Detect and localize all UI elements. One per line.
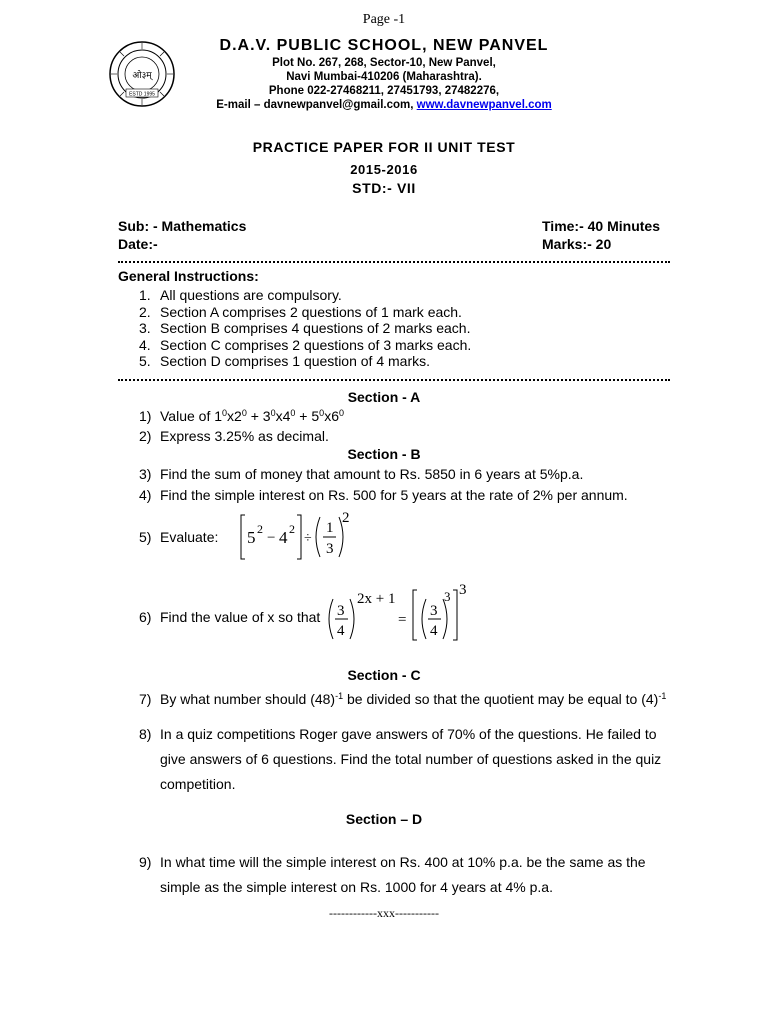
svg-text:3: 3: [430, 603, 438, 619]
svg-text:5: 5: [247, 528, 256, 547]
svg-text:1: 1: [326, 520, 334, 536]
question-5-expression: [236, 508, 366, 562]
instruction-item: 4. Section C comprises 2 questions of 3 marks each.: [139, 337, 472, 353]
dotted-divider: [118, 379, 670, 384]
svg-text:ओ३म्: ओ३म्: [132, 71, 152, 81]
school-website-link[interactable]: www.davnewpanvel.com: [416, 99, 552, 111]
school-name: D.A.V. PUBLIC SCHOOL, NEW PANVEL: [219, 37, 549, 54]
paper-std: STD:- VII: [352, 180, 416, 196]
school-phone: Phone 022-27468211, 27451793, 27482276,: [268, 85, 500, 97]
section-a-heading: Section - A: [347, 389, 421, 405]
svg-text:=: =: [398, 612, 407, 628]
svg-text:4: 4: [279, 528, 288, 547]
question-8-line-3: competition.: [160, 776, 236, 792]
question-4: 4) Find the simple interest on Rs. 500 for 5 years at the rate of 2% per annum.: [139, 487, 628, 503]
svg-text:2: 2: [257, 522, 263, 536]
paper-title: PRACTICE PAPER FOR II UNIT TEST: [252, 139, 516, 155]
school-address-1: Plot No. 267, 268, Sector-10, New Panvel,: [272, 57, 496, 69]
question-9-line-2: simple as the simple interest on Rs. 1000 for 4 years at 4% p.a.: [160, 879, 553, 895]
question-1: 1) Value of $1^0x2^0 + 3^0x4^0 + 5^0x6^0$: [139, 408, 344, 424]
svg-text:4: 4: [337, 623, 345, 639]
date-label: Date:-: [118, 236, 158, 252]
question-8-line-2: give answers of 6 questions. Find the total number of questions asked in the quiz: [160, 751, 662, 767]
svg-text:3: 3: [337, 603, 345, 619]
svg-text:2x + 1: 2x + 1: [357, 591, 396, 607]
svg-text:3: 3: [444, 589, 451, 604]
svg-text:ESTD 1995: ESTD 1995: [129, 91, 155, 98]
svg-text:−: −: [267, 530, 276, 546]
instruction-item: 3. Section B comprises 4 questions of 2 marks each.: [139, 320, 471, 336]
end-marker: ------------xxx-----------: [329, 906, 439, 920]
question-3: 3) Find the sum of money that amount to Rs. 5850 in 6 years at 5%p.a.: [139, 466, 584, 482]
svg-text:÷: ÷: [304, 531, 312, 546]
page-label: Page -1: [362, 12, 406, 27]
school-address-2: Navi Mumbai-410206 (Maharashtra).: [286, 71, 482, 83]
subject-label: Sub: - Mathematics: [118, 218, 247, 234]
section-d-heading: Section – D: [345, 811, 423, 827]
question-9: 9) In what time will the simple interest on Rs. 400 at 10% p.a. be the same as the: [139, 854, 646, 870]
instruction-item: 5. Section D comprises 1 question of 4 marks.: [139, 353, 431, 369]
instruction-item: 1. All questions are compulsory.: [139, 287, 342, 303]
time-label: Time:- 40 Minutes: [542, 218, 660, 234]
question-6-expression: [322, 582, 482, 644]
dotted-divider: [118, 261, 670, 266]
svg-text:3: 3: [326, 541, 334, 557]
instructions-heading: General Instructions:: [118, 268, 259, 284]
svg-text:4: 4: [430, 623, 438, 639]
question-2: 2) Express 3.25% as decimal.: [139, 428, 329, 444]
question-5: 5) Evaluate:: [139, 529, 219, 545]
paper-year: 2015-2016: [350, 162, 418, 177]
svg-text:2: 2: [289, 522, 295, 536]
section-b-heading: Section - B: [347, 446, 421, 462]
question-8: 8) In a quiz competitions Roger gave answers of 70% of the questions. He failed to: [139, 726, 657, 742]
question-7: 7) By what number should $(48)^{-1}$ be divided so that the quotient may be equal to $(4)^{-1}$: [139, 691, 667, 707]
svg-text:2: 2: [342, 510, 350, 526]
marks-label: Marks:- 20: [542, 236, 612, 252]
school-contact: [0, 99, 768, 111]
school-email: E-mail – davnewpanvel@gmail.com,: [216, 99, 414, 111]
section-c-heading: Section - C: [347, 667, 421, 683]
instruction-item: 2. Section A comprises 2 questions of 1 mark each.: [139, 304, 462, 320]
svg-text:3: 3: [459, 582, 467, 598]
question-6: 6) Find the value of x so that: [139, 609, 321, 625]
